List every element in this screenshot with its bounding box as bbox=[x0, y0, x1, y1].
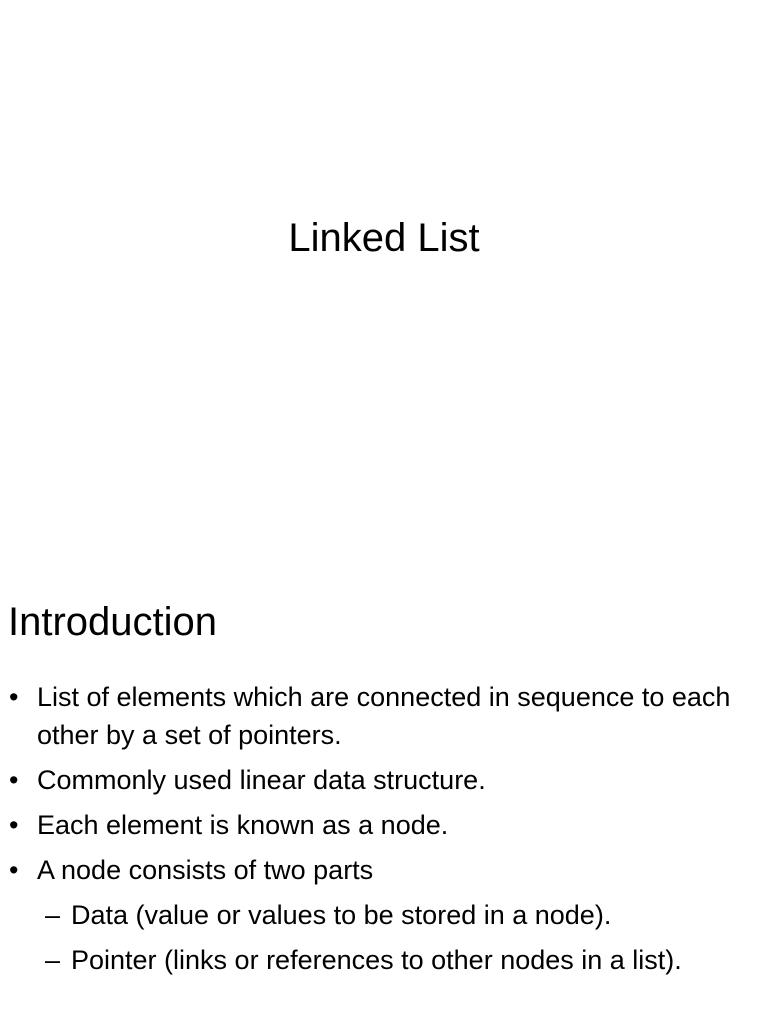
bullet-text: A node consists of two parts bbox=[37, 855, 374, 885]
sub-bullet-text: Pointer (links or references to other nodes in a list). bbox=[71, 945, 682, 975]
bullet-text: Each element is known as a node. bbox=[37, 810, 449, 840]
bullet-item bbox=[0, 678, 740, 754]
bullet-marker: • bbox=[9, 855, 19, 885]
bullet-marker: • bbox=[9, 682, 19, 712]
content-slide bbox=[0, 576, 768, 1024]
bullet-item bbox=[0, 761, 740, 799]
content-slide-title: Introduction bbox=[8, 600, 218, 644]
bullet-item bbox=[0, 851, 740, 889]
bullet-marker: • bbox=[9, 765, 19, 795]
sub-bullet-text: Data (value or values to be stored in a node). bbox=[71, 900, 612, 930]
bullet-text: Commonly used linear data structure. bbox=[37, 765, 486, 795]
sub-bullet-item bbox=[0, 896, 740, 934]
bullet-marker: • bbox=[9, 810, 19, 840]
slide-title: Linked List bbox=[288, 216, 480, 260]
sub-bullet-item bbox=[0, 941, 740, 979]
bullet-list bbox=[0, 678, 740, 986]
bullet-item bbox=[0, 806, 740, 844]
bullet-text: List of elements which are connected in sequence to each other by a set of pointers. bbox=[37, 682, 731, 750]
sub-bullet-marker: – bbox=[45, 900, 61, 930]
sub-bullet-marker: – bbox=[45, 945, 61, 975]
